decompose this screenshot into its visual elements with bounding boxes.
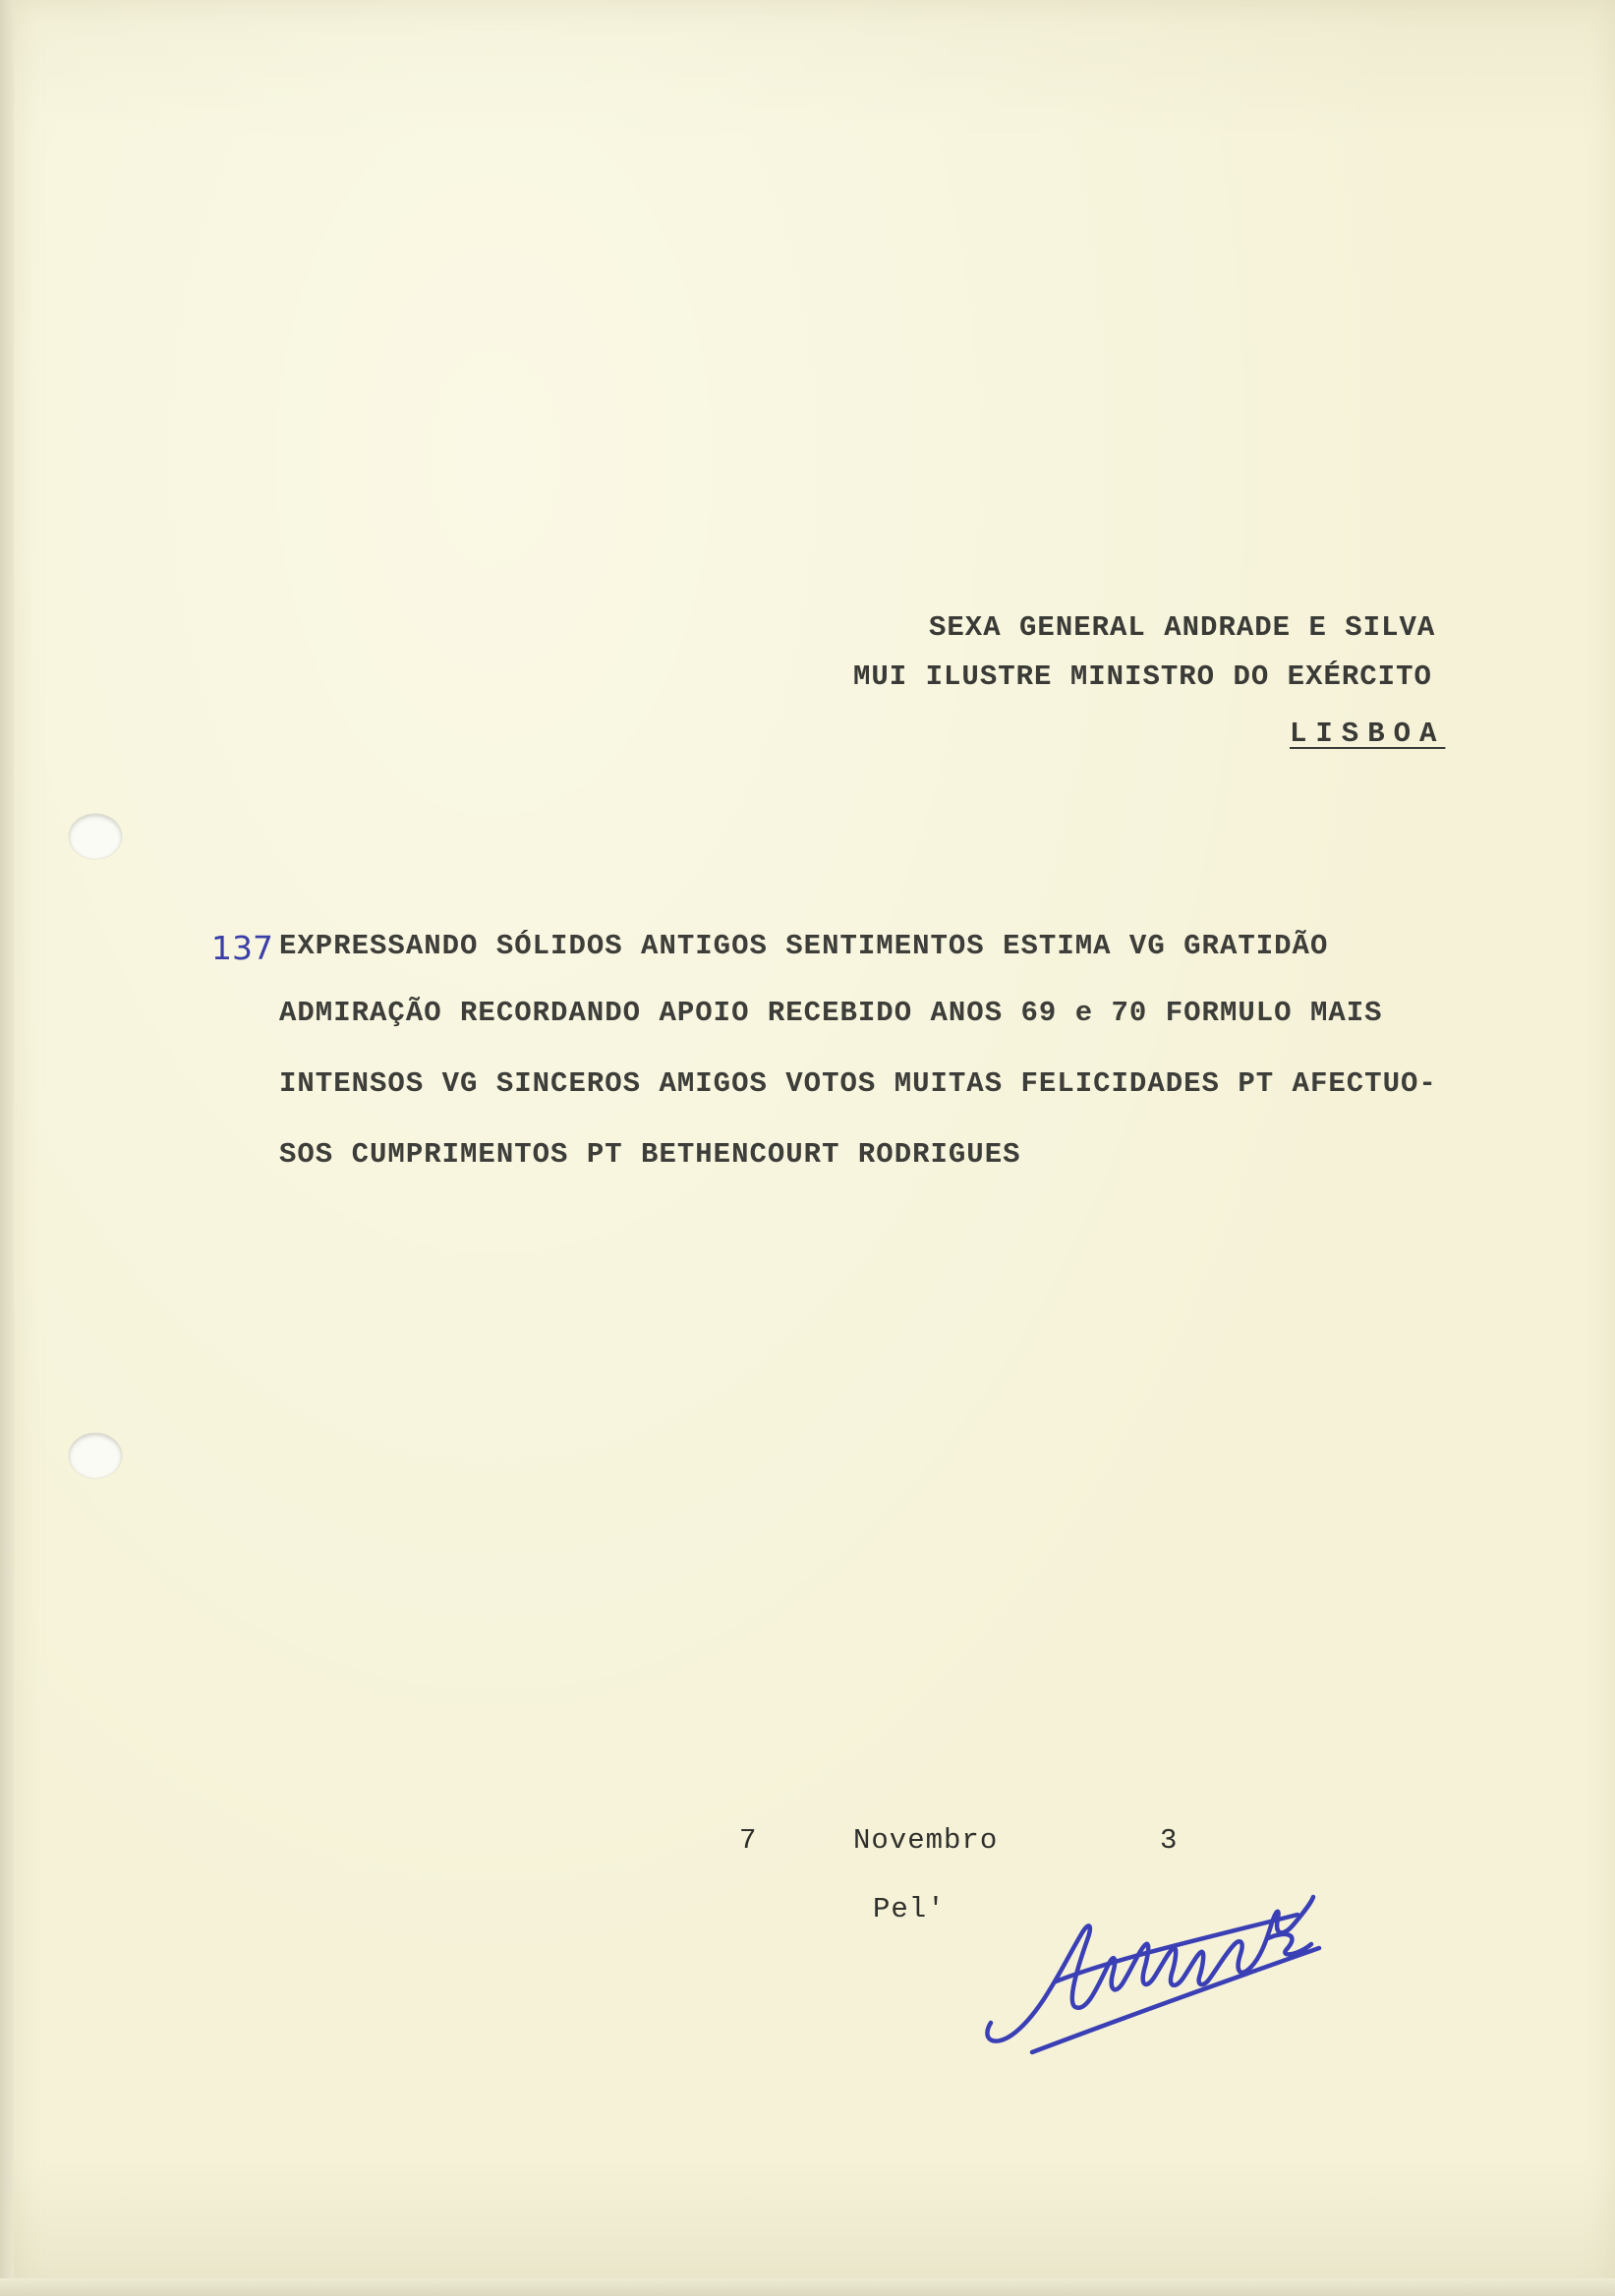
body-line-1: EXPRESSANDO SÓLIDOS ANTIGOS SENTIMENTOS ESTIMA VG GRATIDÃO [279,930,1329,962]
date-month: Novembro [853,1824,999,1857]
punch-hole-bottom [69,1433,122,1478]
addressee-line-1: SEXA GENERAL ANDRADE E SILVA [929,611,1436,644]
addressee-city: LISBOA [1290,718,1446,750]
handwritten-reference-number: 137 [211,929,273,967]
body-line-3: INTENSOS VG SINCEROS AMIGOS VOTOS MUITAS FELICIDADES PT AFECTUO- [279,1067,1437,1100]
date-year: 3 [1160,1824,1179,1857]
punch-hole-top [69,814,122,859]
body-line-2: ADMIRAÇÃO RECORDANDO APOIO RECEBIDO ANOS 69 e 70 FORMULO MAIS [279,997,1383,1029]
page-bottom-edge [0,2278,1615,2296]
date-day: 7 [739,1824,758,1857]
addressee-line-2: MUI ILUSTRE MINISTRO DO EXÉRCITO [853,660,1432,693]
handwritten-signature [973,1846,1347,2082]
body-line-4: SOS CUMPRIMENTOS PT BETHENCOURT RODRIGUES [279,1138,1021,1171]
typist-initials: Pel' [873,1893,946,1925]
page-left-edge [0,0,14,2296]
